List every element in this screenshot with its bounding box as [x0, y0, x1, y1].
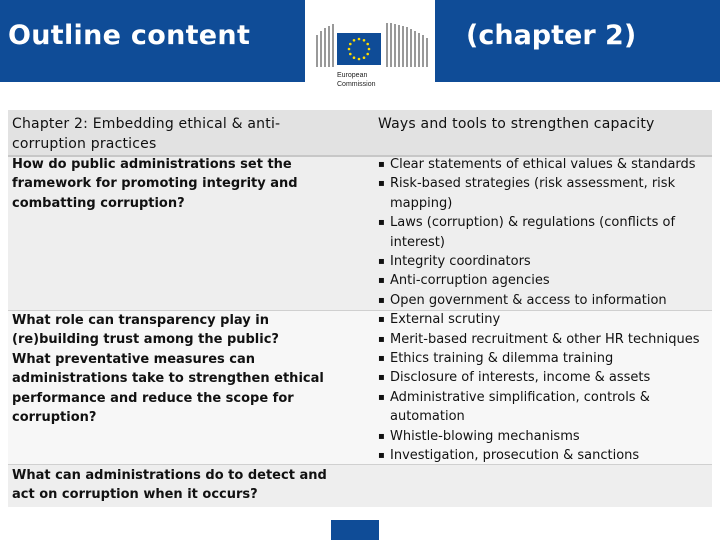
- list-item: ▪ Laws (corruption) & regulations (conflicts of interest): [378, 213, 708, 252]
- list-item: ▪ Administrative simplification, controls & automation: [378, 388, 708, 427]
- title-right: (chapter 2): [466, 20, 637, 51]
- question-text: What role can transparency play in (re)building trust among the public?: [12, 313, 279, 348]
- question-text: What can administrations do to detect and act on corruption when it occurs?: [12, 468, 327, 503]
- table-row: [8, 465, 712, 507]
- list-item: ▪ Investigation, prosecution & sanctions: [378, 446, 708, 465]
- title-left: Outline content: [8, 20, 251, 51]
- right-column-heading: Ways and tools to strengthen capacity: [378, 116, 655, 132]
- list-item: ▪ Whistle-blowing mechanisms: [378, 427, 708, 446]
- list-item: ▪ External scrutiny: [378, 310, 708, 329]
- list-item: ▪ Merit-based recruitment & other HR techniques: [378, 330, 708, 349]
- european-commission-logo: [305, 0, 435, 104]
- left-column-heading: Chapter 2: Embedding ethical & anti-corruption practices: [12, 116, 281, 152]
- table-header-row: [8, 110, 712, 157]
- logo-text: European Commission: [337, 72, 376, 88]
- eu-flag-icon: [337, 33, 381, 65]
- list-item: ▪ Clear statements of ethical values & standards: [378, 155, 708, 174]
- list-item: ▪ Disclosure of interests, income & assets: [378, 368, 708, 387]
- list-item: ▪ Anti-corruption agencies: [378, 271, 708, 290]
- list-item: ▪ Integrity coordinators: [378, 252, 708, 271]
- question-text: How do public administrations set the framework for promoting integrity and combatting corruption?: [12, 157, 298, 211]
- question-text: What preventative measures can administrations take to strengthen ethical performance and reduce the scope for corruption?: [12, 352, 324, 426]
- footer-accent-bar: [331, 520, 379, 540]
- list-item: ▪ Open government & access to information: [378, 291, 708, 310]
- list-item: ▪ Ethics training & dilemma training: [378, 349, 708, 368]
- tools-list: [378, 155, 708, 466]
- list-item: ▪ Risk-based strategies (risk assessment, risk mapping): [378, 174, 708, 213]
- outline-table: [8, 110, 712, 507]
